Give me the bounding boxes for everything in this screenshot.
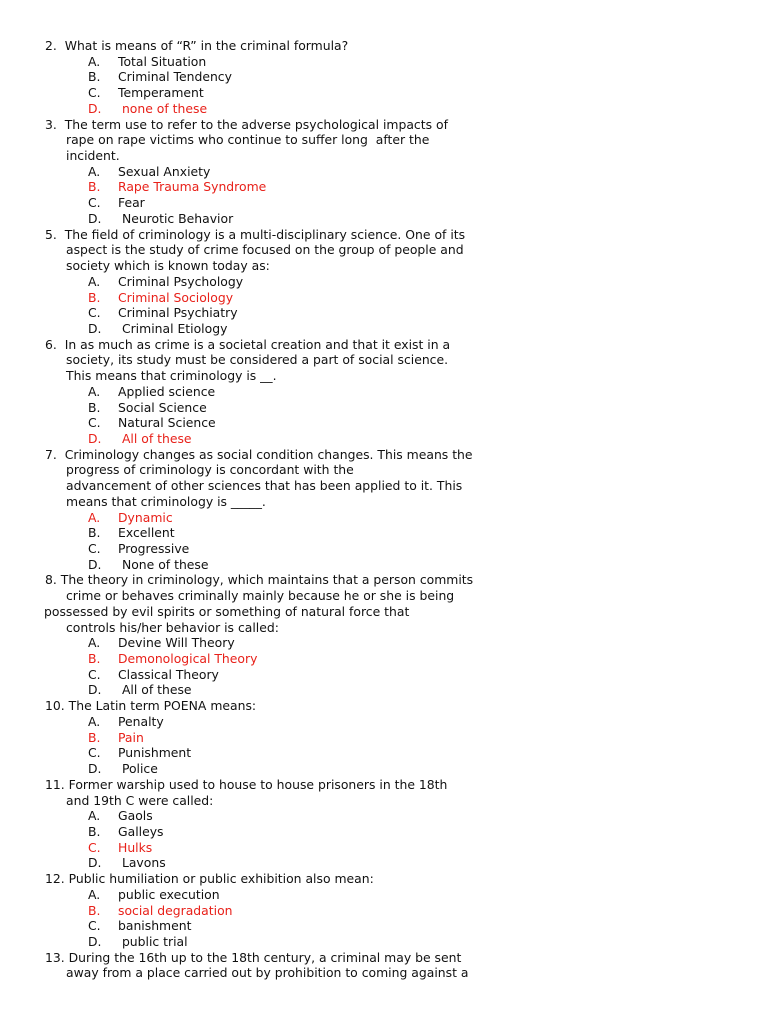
option-text: social degradation [118,902,233,918]
question-line: and 19th C were called: [66,792,214,808]
answer-option [0,415,768,431]
answer-option [0,541,768,557]
option-letter: D. [88,430,102,446]
question-line: advancement of other sciences that has been applied to it. This [66,478,463,494]
option-letter: A. [88,713,101,729]
option-text: banishment [118,918,192,934]
option-text: Lavons [118,855,166,871]
question-line: 8. The theory in criminology, which maintains that a person commits [45,572,474,588]
answer-option [0,761,768,777]
option-letter: A. [88,273,101,289]
option-letter: A. [88,808,101,824]
answer-option [0,305,768,321]
option-letter: D. [88,855,102,871]
answer-option [0,667,768,683]
answer-option [0,918,768,934]
question-line: crime or behaves criminally mainly because he or she is being [66,588,455,604]
answer-option [0,525,768,541]
answer-option-correct [0,431,768,447]
option-text: Gaols [118,808,153,824]
option-text: Natural Science [118,415,216,431]
question-line: 2. What is means of “R” in the criminal formula? [45,38,349,53]
option-text: none of these [118,100,208,116]
option-text: Classical Theory [118,666,219,682]
option-text: Neurotic Behavior [118,210,234,226]
question-line: 3. The term use to refer to the adverse psychological impacts of [45,116,448,132]
question-line: away from a place carried out by prohibition to coming against a [66,965,469,981]
question-line: 10. The Latin term POENA means: [45,698,257,714]
option-text: Galleys [118,823,164,839]
option-text: All of these [118,682,192,698]
option-text: public execution [118,886,220,902]
answer-option-correct [0,730,768,746]
question-line: 7. Criminology changes as social condition changes. This means the [45,446,473,462]
option-letter: B. [88,823,101,839]
question-line: aspect is the study of crime focused on the group of people and [66,242,464,258]
option-letter: C. [88,745,101,761]
option-letter: D. [88,556,102,572]
option-letter: C. [88,918,101,934]
question-line: progress of criminology is concordant with the [66,462,354,478]
question-line: 5. The field of criminology is a multi-disciplinary science. One of its [45,226,466,242]
option-letter: D. [88,320,102,336]
option-letter: B. [88,651,101,667]
option-letter: B. [88,289,101,305]
document-page [0,38,768,981]
option-text: Criminal Tendency [118,69,232,85]
option-text: Temperament [118,85,204,101]
option-text: Total Situation [118,53,207,69]
option-letter: C. [88,415,101,431]
question-line: 11. Former warship used to house to house prisoners in the 18th [45,776,448,792]
option-letter: D. [88,682,102,698]
option-text: Penalty [118,713,164,729]
question-line: 6. In as much as crime is a societal creation and that it exist in a [45,336,451,352]
question-line: 12. Public humiliation or public exhibition also mean: [45,871,374,887]
answer-option [0,69,768,85]
option-letter: A. [88,163,101,179]
question-line: 13. During the 16th up to the 18th century, a criminal may be sent [45,949,462,965]
option-text: Demonological Theory [118,651,258,667]
option-letter: B. [88,729,101,745]
answer-option [0,682,768,698]
answer-option [0,211,768,227]
answer-option-correct [0,840,768,856]
answer-option [0,54,768,70]
answer-option-correct [0,290,768,306]
question-line: This means that criminology is __. [66,368,277,384]
option-letter: D. [88,761,102,777]
option-letter: C. [88,666,101,682]
option-text: All of these [118,430,192,446]
option-text: Criminal Etiology [118,320,228,336]
answer-option [0,855,768,871]
answer-option-correct [0,903,768,919]
option-text: Criminal Psychiatry [118,305,238,321]
answer-option [0,85,768,101]
option-text: public trial [118,933,188,949]
option-letter: B. [88,179,101,195]
answer-option [0,195,768,211]
option-text: Sexual Anxiety [118,163,211,179]
question-line: rape on rape victims who continue to suffer long after the [66,132,430,148]
option-letter: A. [88,53,101,69]
option-text: Pain [118,729,144,745]
answer-option [0,164,768,180]
option-text: Police [118,761,158,777]
option-text: Criminal Psychology [118,273,244,289]
option-letter: B. [88,902,101,918]
option-letter: D. [88,933,102,949]
option-text: Social Science [118,399,207,415]
option-text: Hulks [118,839,153,855]
answer-option [0,808,768,824]
answer-option [0,400,768,416]
option-text: Punishment [118,745,192,761]
answer-option-correct [0,510,768,526]
answer-option [0,557,768,573]
answer-option [0,274,768,290]
question-line: possessed by evil spirits or something of natural force that [44,603,410,619]
option-letter: B. [88,525,101,541]
option-text: Rape Trauma Syndrome [118,179,267,195]
option-letter: C. [88,541,101,556]
option-letter: A. [88,635,101,651]
question-line: society which is known today as: [66,258,270,274]
question-line: incident. [66,148,120,164]
option-letter: A. [88,383,101,399]
option-text: Criminal Sociology [118,289,234,305]
answer-option [0,887,768,903]
option-letter: C. [88,195,101,211]
answer-option [0,635,768,651]
answer-option-correct [0,179,768,195]
question-line: means that criminology is _____. [66,493,266,509]
answer-option [0,384,768,400]
answer-option-correct [0,651,768,667]
option-text: None of these [118,556,209,572]
option-letter: A. [88,886,101,902]
option-letter: A. [88,509,101,525]
option-text: Applied science [118,383,216,399]
answer-option-correct [0,101,768,117]
answer-option [0,321,768,337]
answer-option [0,934,768,950]
option-letter: B. [88,69,101,85]
option-text: Fear [118,195,145,211]
question-line: society, its study must be considered a part of social science. [66,352,449,368]
option-letter: B. [88,399,101,415]
option-letter: C. [88,85,101,101]
answer-option [0,824,768,840]
option-text: Progressive [118,541,190,556]
option-letter: C. [88,839,101,855]
question-line: controls his/her behavior is called: [66,619,279,635]
option-text: Devine Will Theory [118,635,235,651]
option-letter: D. [88,100,102,116]
option-text: Dynamic [118,509,173,525]
answer-option [0,745,768,761]
option-letter: D. [88,210,102,226]
answer-option [0,714,768,730]
option-letter: C. [88,305,101,321]
option-text: Excellent [118,525,175,541]
